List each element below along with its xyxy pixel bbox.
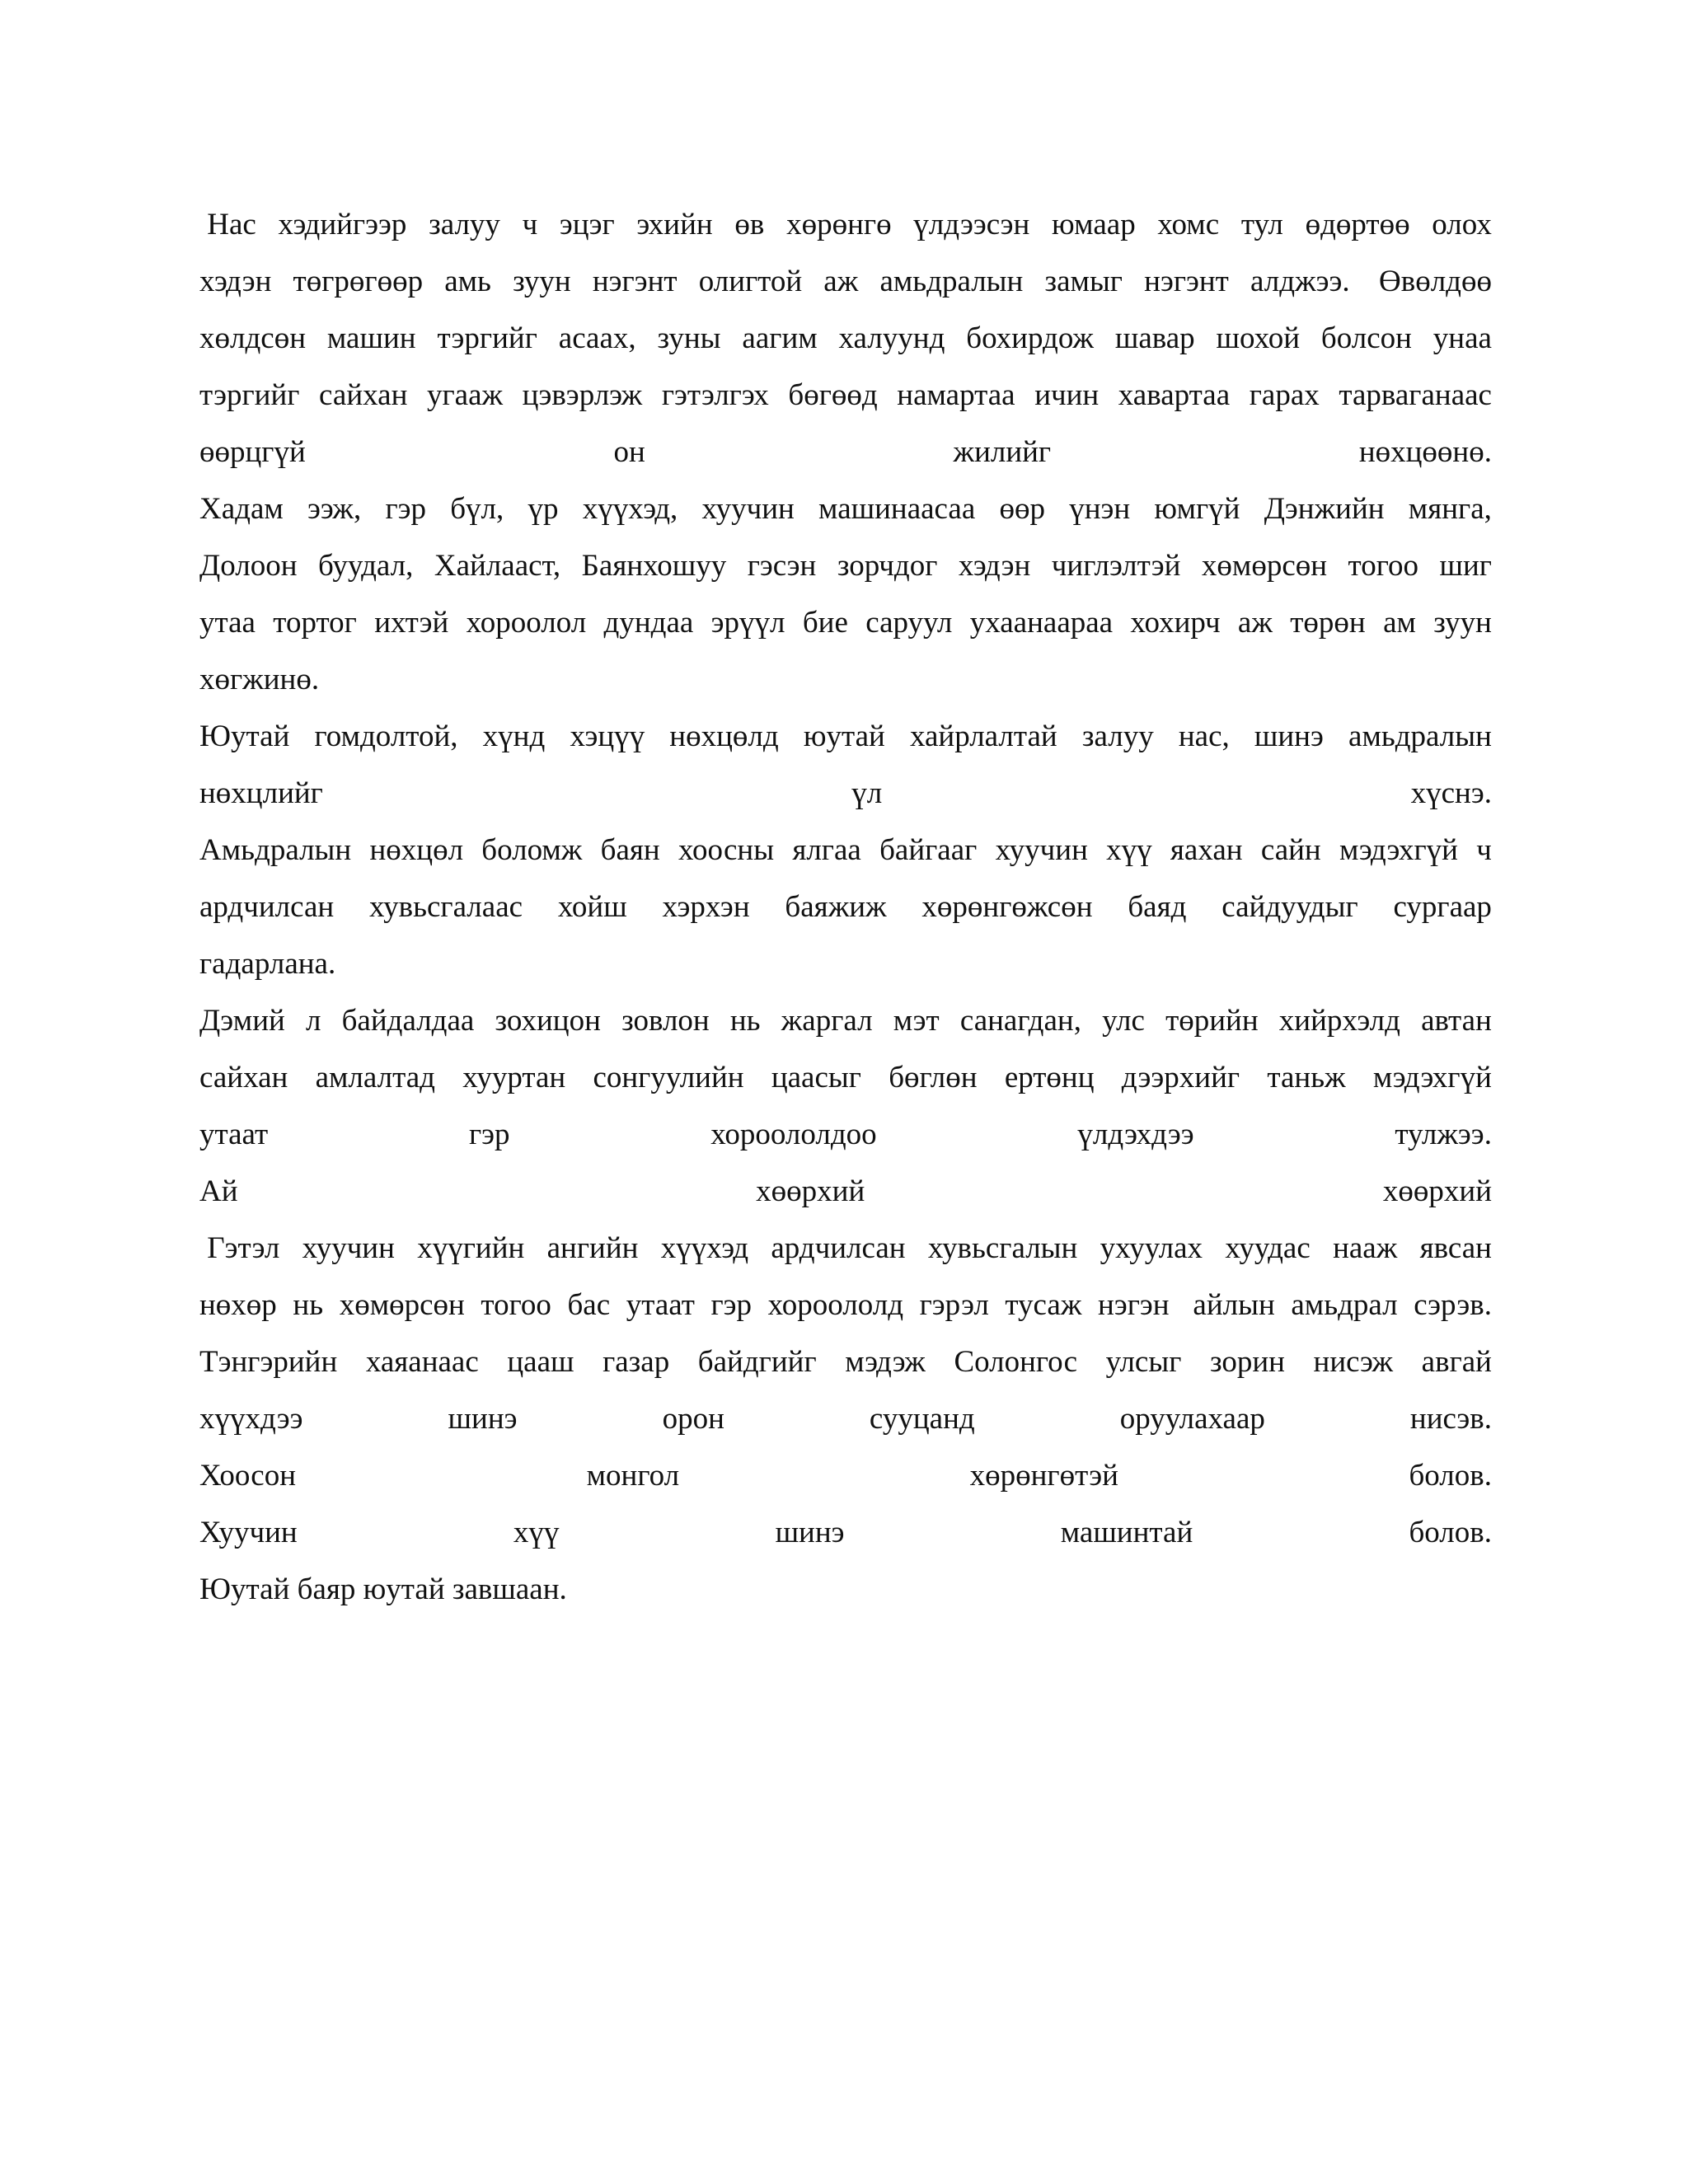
word: нөхцөөнө.: [1358, 435, 1492, 469]
word: гэр: [710, 1288, 753, 1322]
text-line: [199, 1106, 1492, 1163]
word: тулжээ.: [1395, 1118, 1492, 1151]
word: санагдан,: [959, 1004, 1081, 1038]
word: утаа: [199, 606, 256, 640]
word: хэдэн: [199, 265, 272, 298]
word: хүүхэд: [660, 1231, 749, 1265]
word: хүүхэд,: [582, 492, 678, 526]
word: Хайлааст,: [434, 549, 561, 583]
word: сайхан: [319, 378, 408, 412]
word: үлдээсэн: [913, 208, 1030, 241]
word: юмгүй: [1154, 492, 1240, 526]
word: ангийн: [546, 1231, 639, 1265]
text-line: [199, 253, 1492, 310]
word: угааж: [426, 378, 504, 412]
word: хуудас: [1225, 1231, 1311, 1265]
word: ухуулах: [1100, 1231, 1203, 1265]
word: сайхан: [199, 1061, 288, 1094]
word: Дэмий: [199, 1004, 285, 1038]
word: хууртан: [462, 1061, 566, 1094]
word: аж: [1237, 606, 1273, 640]
word: айлын: [1185, 1288, 1275, 1322]
word: жилийг: [953, 435, 1052, 469]
text-line: [199, 310, 1492, 367]
word: өв: [734, 208, 765, 241]
word: нь: [729, 1004, 761, 1038]
word: залуу: [429, 208, 500, 241]
word: болов.: [1409, 1459, 1492, 1493]
word: монгол: [586, 1459, 680, 1493]
word: машин: [326, 321, 416, 355]
word: шинэ: [775, 1516, 845, 1549]
word: тогоо: [481, 1288, 551, 1322]
word: хайрлалтай: [909, 719, 1057, 753]
word: шохой: [1216, 321, 1301, 355]
word: олигтой: [698, 265, 803, 298]
word: бүл,: [450, 492, 504, 526]
word: Долоон: [199, 549, 298, 583]
word: хөөрхий: [756, 1174, 865, 1208]
word: бөглөн: [889, 1061, 978, 1094]
word: үлдэхдээ: [1077, 1118, 1194, 1151]
word: хүү: [513, 1516, 560, 1549]
word: ичин: [1034, 378, 1100, 412]
word: сайн: [1260, 833, 1321, 867]
word: мэт: [893, 1004, 940, 1038]
word: нас,: [1178, 719, 1230, 753]
word: ялгаа: [792, 833, 861, 867]
text-line: [199, 765, 1492, 822]
word: мэдэхгүй: [1372, 1061, 1492, 1094]
word: Хадам: [199, 492, 284, 526]
word: Амьдралын: [199, 833, 352, 867]
word: шинэ: [448, 1402, 518, 1436]
word: хойш: [557, 890, 627, 924]
word: төрийн: [1165, 1004, 1259, 1038]
word: баяжиж: [785, 890, 887, 924]
word: хоосны: [678, 833, 775, 867]
word: дээрхийг: [1121, 1061, 1240, 1094]
word: ертөнц: [1004, 1061, 1095, 1094]
word: ардчилсан: [199, 890, 335, 924]
text-line: хөгжинө.: [199, 663, 320, 696]
word: хороололд: [767, 1288, 904, 1322]
word: цэвэрлэж: [522, 378, 643, 412]
word: нэгэн: [1098, 1288, 1170, 1322]
word: нөхөр: [199, 1288, 277, 1322]
word: өөр: [999, 492, 1045, 526]
word: хөөрхий: [1382, 1174, 1492, 1208]
text-line: [199, 1333, 1492, 1390]
word: гэр: [468, 1118, 510, 1151]
text-line: [199, 424, 1492, 480]
word: үнэн: [1069, 492, 1131, 526]
word: тул: [1240, 208, 1283, 241]
text-line: [199, 1390, 1492, 1447]
word: хөрөнгө: [786, 208, 892, 241]
word: боломж: [481, 833, 583, 867]
word: утаат: [626, 1288, 695, 1322]
word: орон: [662, 1402, 724, 1436]
word: хүнд: [482, 719, 546, 753]
word: хувьсгалаас: [369, 890, 523, 924]
word: л: [305, 1004, 321, 1038]
word: үл: [851, 776, 883, 810]
word: явсан: [1419, 1231, 1492, 1265]
word: хэдийгээр: [278, 208, 407, 241]
word: амлалтад: [315, 1061, 435, 1094]
word: Тэнгэрийн: [199, 1345, 338, 1379]
word: байдгийг: [697, 1345, 817, 1379]
word: газар: [603, 1345, 670, 1379]
word: нөхцөлд: [669, 719, 779, 753]
word: таньж: [1267, 1061, 1346, 1094]
word: төрөн: [1290, 606, 1366, 640]
word: цаасыг: [771, 1061, 861, 1094]
word: үр: [528, 492, 559, 526]
word: баян: [600, 833, 660, 867]
text-line: [199, 1220, 1492, 1277]
word: хөмөрсөн: [1201, 549, 1328, 583]
word: төгрөгөөр: [293, 265, 424, 298]
word: дундаа: [603, 606, 694, 640]
word: хомс: [1157, 208, 1220, 241]
word: нисэв.: [1409, 1402, 1492, 1436]
word: Хоосон: [199, 1459, 297, 1493]
text-line: [199, 367, 1492, 424]
word: гэтэлгэх: [661, 378, 769, 412]
word: гэрэл: [919, 1288, 989, 1322]
word: зорчдог: [837, 549, 938, 583]
text-line: [199, 708, 1492, 765]
word: болсон: [1320, 321, 1412, 355]
word: хувьсгалын: [927, 1231, 1078, 1265]
word: баяд: [1128, 890, 1187, 924]
word: Хуучин: [199, 1516, 298, 1549]
word: гэсэн: [747, 549, 817, 583]
word: жаргал: [781, 1004, 873, 1038]
word: хөмөрсөн: [339, 1288, 465, 1322]
word: хуучин: [995, 833, 1088, 867]
word: мянга,: [1408, 492, 1492, 526]
word: тогоо: [1348, 549, 1418, 583]
word: шинэ: [1254, 719, 1324, 753]
word: зуны: [657, 321, 721, 355]
word: нисэж: [1313, 1345, 1394, 1379]
word: оруулахаар: [1119, 1402, 1265, 1436]
word: саруул: [865, 606, 953, 640]
word: ч: [1476, 833, 1492, 867]
word: аж: [823, 265, 859, 298]
word: Өвөлдөө: [1371, 265, 1492, 298]
word: тарваганаас: [1339, 378, 1492, 412]
word: тэргийг: [437, 321, 537, 355]
word: сургаар: [1393, 890, 1492, 924]
word: хүснэ.: [1410, 776, 1492, 810]
word: нэгэнт: [1144, 265, 1229, 298]
word: олох: [1432, 208, 1492, 241]
word: унаа: [1432, 321, 1492, 355]
word: мэдэж: [845, 1345, 926, 1379]
word: аагим: [742, 321, 818, 355]
word: сайдуудыг: [1221, 890, 1358, 924]
word: эцэг: [559, 208, 615, 241]
text-line: [199, 1049, 1492, 1106]
text-line: гадарлана.: [199, 947, 336, 981]
word: нөхцөл: [369, 833, 464, 867]
word: сэрэв.: [1414, 1288, 1492, 1322]
document-body: [199, 196, 1492, 1618]
text-line: [199, 537, 1492, 594]
word: гомдолтой,: [314, 719, 458, 753]
word: тортог: [273, 606, 357, 640]
word: Юутай: [199, 719, 290, 753]
text-line: [199, 480, 1492, 537]
word: хөрөнгөтэй: [969, 1459, 1118, 1493]
word: ам: [1383, 606, 1416, 640]
word: амьдралын: [879, 265, 1024, 298]
word: байгааг: [879, 833, 978, 867]
word: Солонгос: [954, 1345, 1077, 1379]
word: улсыг: [1105, 1345, 1182, 1379]
word: зорин: [1209, 1345, 1285, 1379]
text-line: [199, 992, 1492, 1049]
word: шавар: [1114, 321, 1195, 355]
word: хэрхэн: [662, 890, 750, 924]
word: мэдэхгүй: [1339, 833, 1458, 867]
word: хөлдсөн: [199, 321, 307, 355]
word: өөрцгүй: [199, 435, 306, 469]
word: өдөртөө: [1305, 208, 1410, 241]
word: он: [613, 435, 645, 469]
word: хуучин: [302, 1231, 395, 1265]
word: нөхцлийг: [199, 776, 323, 810]
word: амьдрал: [1291, 1288, 1398, 1322]
word: юмаар: [1052, 208, 1136, 241]
word: ч: [522, 208, 538, 241]
text-line: [199, 822, 1492, 879]
word: машинаасаа: [818, 492, 976, 526]
word: халуунд: [838, 321, 945, 355]
word: хийрхэлд: [1278, 1004, 1400, 1038]
word: бие: [802, 606, 848, 640]
word: Баянхошуу: [581, 549, 727, 583]
text-line: [199, 879, 1492, 935]
word: тусаж: [1005, 1288, 1082, 1322]
word: буудал,: [318, 549, 414, 583]
word: Дэнжийн: [1264, 492, 1385, 526]
word: чиглэлтэй: [1051, 549, 1181, 583]
word: хаяанаас: [365, 1345, 479, 1379]
word: зохицон: [495, 1004, 601, 1038]
word: авгай: [1421, 1345, 1492, 1379]
word: зовлон: [621, 1004, 710, 1038]
word: хэцүү: [570, 719, 645, 753]
word: залуу: [1081, 719, 1154, 753]
word: гарах: [1249, 378, 1320, 412]
word: асаах,: [558, 321, 636, 355]
word: эхийн: [636, 208, 713, 241]
word: алджээ.: [1250, 265, 1350, 298]
word: нь: [293, 1288, 324, 1322]
text-line: [199, 196, 1492, 253]
word: автан: [1421, 1004, 1492, 1038]
word: хавартаа: [1118, 378, 1231, 412]
word: байдалдаа: [341, 1004, 475, 1038]
word: бас: [567, 1288, 611, 1322]
text-line: [199, 1163, 1492, 1220]
word: хэдэн: [958, 549, 1031, 583]
word: хүү: [1106, 833, 1152, 867]
word: улс: [1102, 1004, 1145, 1038]
word: нааж: [1333, 1231, 1398, 1265]
word: утаат: [199, 1118, 269, 1151]
word: ардчилсан: [771, 1231, 906, 1265]
word: хөрөнгөжсөн: [921, 890, 1093, 924]
word: зуун: [513, 265, 571, 298]
word: бөгөөд: [788, 378, 878, 412]
text-line: [199, 1447, 1492, 1504]
text-line: [199, 594, 1492, 651]
word: намартаа: [897, 378, 1015, 412]
word: хороололдоо: [710, 1118, 877, 1151]
word: гэр: [385, 492, 427, 526]
word: болов.: [1409, 1516, 1492, 1549]
word: нэгэнт: [592, 265, 678, 298]
word: хуучин: [701, 492, 795, 526]
text-line: [199, 1277, 1492, 1333]
word: юутай: [803, 719, 885, 753]
word: машинтай: [1060, 1516, 1193, 1549]
word: Нас: [199, 208, 256, 241]
text-line: Юутай баяр юутай завшаан.: [199, 1572, 567, 1606]
word: эрүүл: [710, 606, 785, 640]
word: хохирч: [1130, 606, 1221, 640]
word: хороолол: [466, 606, 587, 640]
word: ихтэй: [374, 606, 449, 640]
word: Гэтэл: [199, 1231, 280, 1265]
word: ухаанаараа: [969, 606, 1114, 640]
word: зуун: [1433, 606, 1492, 640]
word: хүүгийн: [417, 1231, 525, 1265]
word: замыг: [1044, 265, 1123, 298]
word: цааш: [507, 1345, 574, 1379]
word: Ай: [199, 1174, 238, 1208]
word: ээж,: [307, 492, 362, 526]
word: амьдралын: [1348, 719, 1492, 753]
word: сууцанд: [869, 1402, 975, 1436]
word: бохирдож: [966, 321, 1094, 355]
word: яахан: [1170, 833, 1243, 867]
word: шиг: [1439, 549, 1492, 583]
word: тэргийг: [199, 378, 300, 412]
text-line: [199, 1504, 1492, 1561]
word: амь: [444, 265, 491, 298]
word: хүүхдээ: [199, 1402, 303, 1436]
word: сонгуулийн: [593, 1061, 744, 1094]
